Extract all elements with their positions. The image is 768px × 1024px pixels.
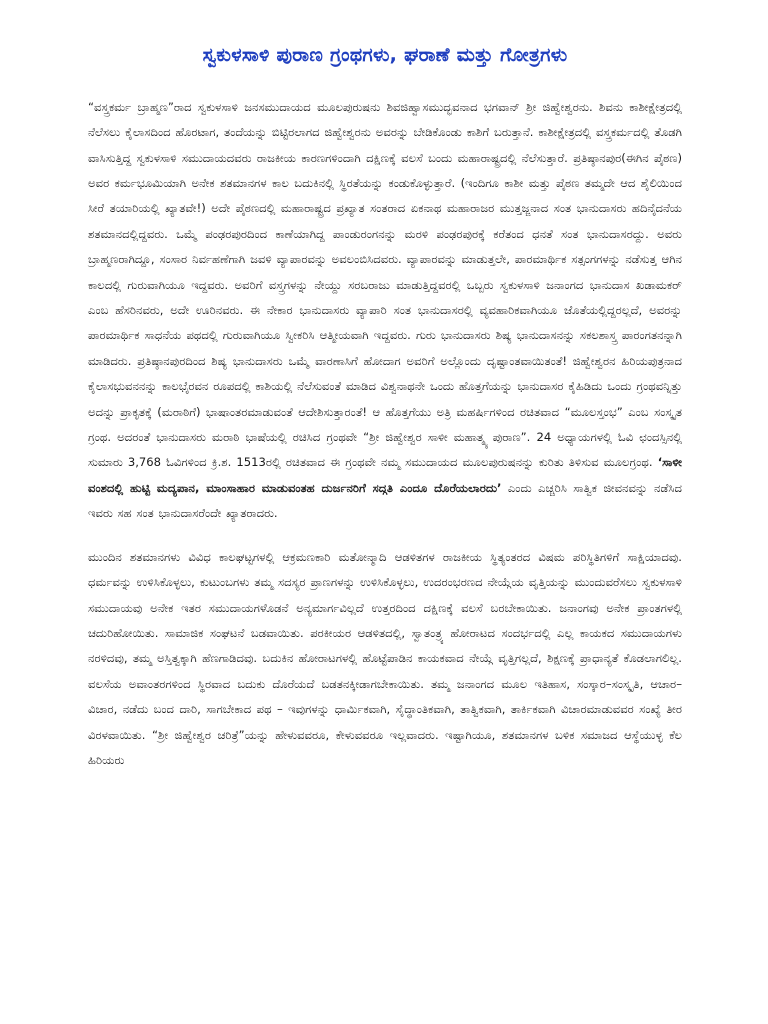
paragraph-1-text: “ವಸ್ತ್ರಕರ್ಮ ಬ್ರಾಹ್ಮಣ”ರಾದ ಸ್ವಕುಳಸಾಳಿ ಜನಸಮುದಾಯದ ಮೂಲಪುರುಷನು ಶಿವಜಿಹ್ವಾಸಮುದ್ಭವನಾದ ಭಗವಾನ್ ಶ್ರೀ ಜಿಹ್ವೇಶ್ವರನು. ಶಿವನು ಕಾಶೀಕ್ಷೇತ್ರದಲ್ಲಿ ನೆಲೆಸಲು ಕೈಲಾಸದಿಂದ ಹೊರಟಾಗ, ತಂದೆಯನ್ನು ಬಿಟ್ಟಿರಲಾಗದ ಜಿಹ್ವೇಶ್ವರನು ಅವರನ್ನು ಬೇಡಿಕೊಂಡು ಕಾಶಿಗೆ ಬರುತ್ತಾನೆ. ಕಾಶೀಕ್ಷೇತ್ರದಲ್ಲಿ ವಸ್ತ್ರಕರ್ಮದಲ್ಲಿ ತೊಡಗಿ ವಾಸಿಸುತ್ತಿದ್ದ ಸ್ವಕುಳಸಾಳಿ ಸಮುದಾಯದವರು ರಾಜಕೀಯ ಕಾರಣಗಳಿಂದಾಗಿ ದಕ್ಷಿಣಕ್ಕೆ ವಲಸೆ ಬಂದು ಮಹಾರಾಷ್ಟ್ರದಲ್ಲಿ ನೆಲೆಸುತ್ತಾರೆ. ಪ್ರತಿಷ್ಠಾನಪುರ(ಈಗಿನ ಪೈಠಣ) ಅವರ ಕರ್ಮಭೂಮಿಯಾಗಿ ಅನೇಕ ಶತಮಾನಗಳ ಕಾಲ ಬದುಕಿನಲ್ಲಿ ಸ್ಥಿರತೆಯನ್ನು ಕಂಡುಕೊಳ್ಳುತ್ತಾರೆ. (ಇಂದಿಗೂ ಕಾಶೀ ಮತ್ತು ಪೈಠಣ ತಮ್ಮದೇ ಆದ ಶೈಲಿಯಿಂದ ಸೀರೆ ತಯಾರಿಯಲ್ಲಿ ಖ್ಯಾತವೇ!) ಅದೇ ಪೈಠಣದಲ್ಲಿ ಮಹಾರಾಷ್ಟ್ರದ ಪ್ರಖ್ಯಾತ ಸಂತರಾದ ಏಕನಾಥ ಮಹಾರಾಜರ ಮುತ್ತಜ್ಜನಾದ ಸಂತ ಭಾನುದಾಸರು ಹದಿನೈದನೆಯ ಶತಮಾನದಲ್ಲಿದ್ದವರು. ಒಮ್ಮೆ ಪಂಢರಪುರದಿಂದ ಕಾಣೆಯಾಗಿದ್ದ ಪಾಂಡುರಂಗನನ್ನು ಮರಳಿ ಪಂಢರಪುರಕ್ಕೆ ಕರೆತಂದ ಧನತೆ ಸಂತ ಭಾನುದಾಸರದ್ದು. ಅವರು ಬ್ರಾಹ್ಮಣರಾಗಿದ್ದೂ, ಸಂಸಾರ ನಿರ್ವಹಣೆಗಾಗಿ ಜವಳಿ ವ್ಯಾಪಾರವನ್ನು ಅವಲಂಬಿಸಿದವರು. ವ್ಯಾಪಾರವನ್ನು ಮಾಡುತ್ತಲೇ, ಪಾರಮಾರ್ಥಿಕ ಸತ್ಸಂಗಗಳನ್ನು ನಡೆಸುತ್ತ ಆಗಿನ ಕಾಲದಲ್ಲಿ ಗುರುವಾಗಿಯೂ ಇದ್ದವರು. ಅವರಿಗೆ ವಸ್ತ್ರಗಳನ್ನು ನೇಯ್ದು ಸರಬರಾಜು ಮಾಡುತ್ತಿದ್ದವರಲ್ಲಿ ಒಬ್ಬರು ಸ್ವಕುಳಸಾಳಿ ಜನಾಂಗದ ಭಾನುದಾಸ ಖಡಾಮಕರ್ ಎಂಬ ಹೆಸರಿನವರು, ಅದೇ ಊರಿನವರು. ಈ ನೇಕಾರ ಭಾನುದಾಸರು ವ್ಯಾಪಾರಿ ಸಂತ ಭಾನುದಾಸರಲ್ಲಿ ವ್ಯವಹಾರಿಕವಾಗಿಯೂ ಜೊತೆಯಲ್ಲಿದ್ದರಲ್ಲದೆ, ಅವರನ್ನು ಪಾರಮಾರ್ಥಿಕ ಸಾಧನೆಯ ಪಥದಲ್ಲಿ ಗುರುವಾಗಿಯೂ ಸ್ವೀಕರಿಸಿ ಆತ್ಮೀಯವಾಗಿ ಇದ್ದವರು. ಗುರು ಭಾನುದಾಸರು ಶಿಷ್ಯ ಭಾನುದಾಸನನ್ನು ಸಕಲಶಾಸ್ತ್ರ ಪಾರಂಗತನನ್ನಾಗಿ ಮಾಡಿದರು. ಪ್ರತಿಷ್ಠಾನಪುರದಿಂದ ಶಿಷ್ಯ ಭಾನುದಾಸರು ಒಮ್ಮೆ ವಾರಣಾಸಿಗೆ ಹೋದಾಗ ಅವರಿಗೆ ಅಲ್ಲೊಂದು ದೃಷ್ಟಾಂತವಾಯಿತಂತೆ! ಜಿಹ್ವೇಶ್ವರನ ಹಿರಿಯಪುತ್ರನಾದ ಕೈಲಾಸಭುವನನನ್ನು ಕಾಲಭೈರವನ ರೂಪದಲ್ಲಿ ಕಾಶಿಯಲ್ಲಿ ನೆಲೆಸುವಂತೆ ಮಾಡಿದ ವಿಶ್ವನಾಥನೇ ಒಂದು ಹೊತ್ತಗೆಯನ್ನು ಭಾನುದಾಸರ ಕೈಹಿಡಿದು ಒಂದು ಗ್ರಂಥವನ್ನಿತ್ತು ಅದನ್ನು ಪ್ರಾಕೃತಕ್ಕೆ (ಮರಾಠಿಗೆ) ಭಾಷಾಂತರಮಾಡುವಂತೆ ಆದೇಶಿಸುತ್ತಾರಂತೆ! ಆ ಹೊತ್ತಗೆಯು ಅತ್ರಿ ಮಹರ್ಷಿಗಳಿಂದ ರಚಿತವಾದ “ಮೂಲಸ್ತಂಭ” ಎಂಬ ಸಂಸ್ಕೃತ ಗ್ರಂಥ. ಅದರಂತೆ ಭಾನುದಾಸರು ಮರಾಠಿ ಭಾಷೆಯಲ್ಲಿ ರಚಿಸಿದ ಗ್ರಂಥವೇ “ಶ್ರೀ ಜಿಹ್ವೇಶ್ವರ ಸಾಳೀ ಮಹಾತ್ಮ್ಯ ಪುರಾಣ”. 24 ಅಧ್ಯಾಯಗಳಲ್ಲಿ ಓವಿ ಛಂದಸ್ಸಿನಲ್ಲಿ ಸುಮಾರು 3,768 ಓವಿಗಳಿಂದ ಕ್ರಿ.ಶ. 1513ರಲ್ಲಿ ರಚಿತವಾದ ಈ ಗ್ರಂಥವೇ ನಮ್ಮ ಸಮುದಾಯದ ಮೂಲಪುರುಷನನ್ನು ಕುರಿತು ತಿಳಿಸುವ ಮೂಲಗ್ರಂಥ.	[88, 99, 682, 470]
paragraph-1	[88, 95, 682, 527]
page-title: ಸ್ವಕುಳಸಾಳಿ ಪುರಾಣ ಗ್ರಂಥಗಳು, ಘರಾಣೆ ಮತ್ತು ಗೋತ್ರಗಳು	[202, 44, 568, 66]
paragraph-1-bold-quote: ‘ಸಾಳೀ ವಂಶದಲ್ಲಿ ಹುಟ್ಟಿ ಮದ್ಯಪಾನ, ಮಾಂಸಾಹಾರ ಮಾಡುವಂತಹ ದುರ್ಜನರಿಗೆ ಸದ್ಗತಿ ಎಂದೂ ದೊರೆಯಲಾರದು’	[88, 455, 682, 495]
paragraph-2: ಮುಂದಿನ ಶತಮಾನಗಳು ವಿವಿಧ ಕಾಲಘಟ್ಟಗಳಲ್ಲಿ ಆಕ್ರಮಣಕಾರಿ ಮತೋನ್ಮಾದಿ ಆಡಳಿತಗಳ ರಾಜಕೀಯ ಸ್ಥಿತ್ಯಂತರದ ವಿಷಮ ಪರಿಸ್ಥಿತಿಗಳಿಗೆ ಸಾಕ್ಷಿಯಾದವು. ಧರ್ಮವನ್ನು ಉಳಿಸಿಕೊಳ್ಳಲು, ಕುಟುಂಬಗಳು ತಮ್ಮ ಸದಸ್ಯರ ಪ್ರಾಣಗಳನ್ನು ಉಳಿಸಿಕೊಳ್ಳಲು, ಉದರಂಭರಣದ ನೇಯ್ಗೆಯ ವೃತ್ತಿಯನ್ನು ಮುಂದುವರೆಸಲು ಸ್ವಕುಳಸಾಳಿ ಸಮುದಾಯವು ಅನೇಕ ಇತರ ಸಮುದಾಯಗಳೊಡನೆ ಅನ್ಯಮಾರ್ಗವಿಲ್ಲದೆ ಉತ್ತರದಿಂದ ದಕ್ಷಿಣಕ್ಕೆ ವಲಸೆ ಬರಬೇಕಾಯಿತು. ಜನಾಂಗವು ಅನೇಕ ಪ್ರಾಂತಗಳಲ್ಲಿ ಚದುರಿಹೋಯಿತು. ಸಾಮಾಜಿಕ ಸಂಘಟನೆ ಬಡವಾಯಿತು. ಪರಕೀಯರ ಆಡಳಿತದಲ್ಲಿ, ಸ್ವಾತಂತ್ರ್ಯ ಹೋರಾಟದ ಸಂದರ್ಭದಲ್ಲಿ ಎಲ್ಲ ಕಾಯಕದ ಸಮುದಾಯಗಳು ನರಳಿದವು, ತಮ್ಮ ಅಸ್ತಿತ್ವಕ್ಕಾಗಿ ಹೆಣಗಾಡಿದವು. ಬದುಕಿನ ಹೋರಾಟಗಳಲ್ಲಿ ಹೊಟ್ಟೆಪಾಡಿನ ಕಾಯಕವಾದ ನೇಯ್ಗೆ ವೃತ್ತಿಗಲ್ಲದೆ, ಶಿಕ್ಷಣಕ್ಕೆ ಪ್ರಾಧಾನ್ಯತೆ ಕೊಡಲಾಗಲಿಲ್ಲ. ವಲಸೆಯ ಅವಾಂತರಗಳಿಂದ ಸ್ಥಿರವಾದ ಬದುಕು ದೊರೆಯದೆ ಬಡತನಕ್ಕೀಡಾಗಬೇಕಾಯಿತು. ತಮ್ಮ ಜನಾಂಗದ ಮೂಲ ಇತಿಹಾಸ, ಸಂಸ್ಕಾರ–ಸಂಸ್ಕೃತಿ, ಆಚಾರ–ವಿಚಾರ, ನಡೆದು ಬಂದ ದಾರಿ, ಸಾಗಬೇಕಾದ ಪಥ – ಇವುಗಳನ್ನು ಧಾರ್ಮಿಕವಾಗಿ, ಸೈದ್ಧಾಂತಿಕವಾಗಿ, ತಾತ್ವಿಕವಾಗಿ, ತಾರ್ಕಿಕವಾಗಿ ವಿಚಾರಮಾಡುವವರ ಸಂಖ್ಯೆ ತೀರ ವಿರಳವಾಯಿತು. “ಶ್ರೀ ಜಿಹ್ವೇಶ್ವರ ಚರಿತ್ರೆ”ಯನ್ನು ಹೇಳುವವರೂ, ಕೇಳುವವರೂ ಇಲ್ಲವಾದರು. ಇಷ್ಟಾಗಿಯೂ, ಶತಮಾನಗಳ ಬಳಿಕ ಸಮಾಜದ ಆಸ್ಥೆಯುಳ್ಳ ಕೆಲ ಹಿರಿಯರು	[88, 549, 682, 767]
paragraph-1-text-end: ಎಂದು ಎಚ್ಚರಿಸಿ ಸಾತ್ವಿಕ ಜೀವನವನ್ನು ನಡೆಸಿದ ಇವರು ಸಹ ಸಂತ ಭಾನುದಾಸರೆಂದೇ ಖ್ಯಾತರಾದರು.	[88, 480, 682, 521]
